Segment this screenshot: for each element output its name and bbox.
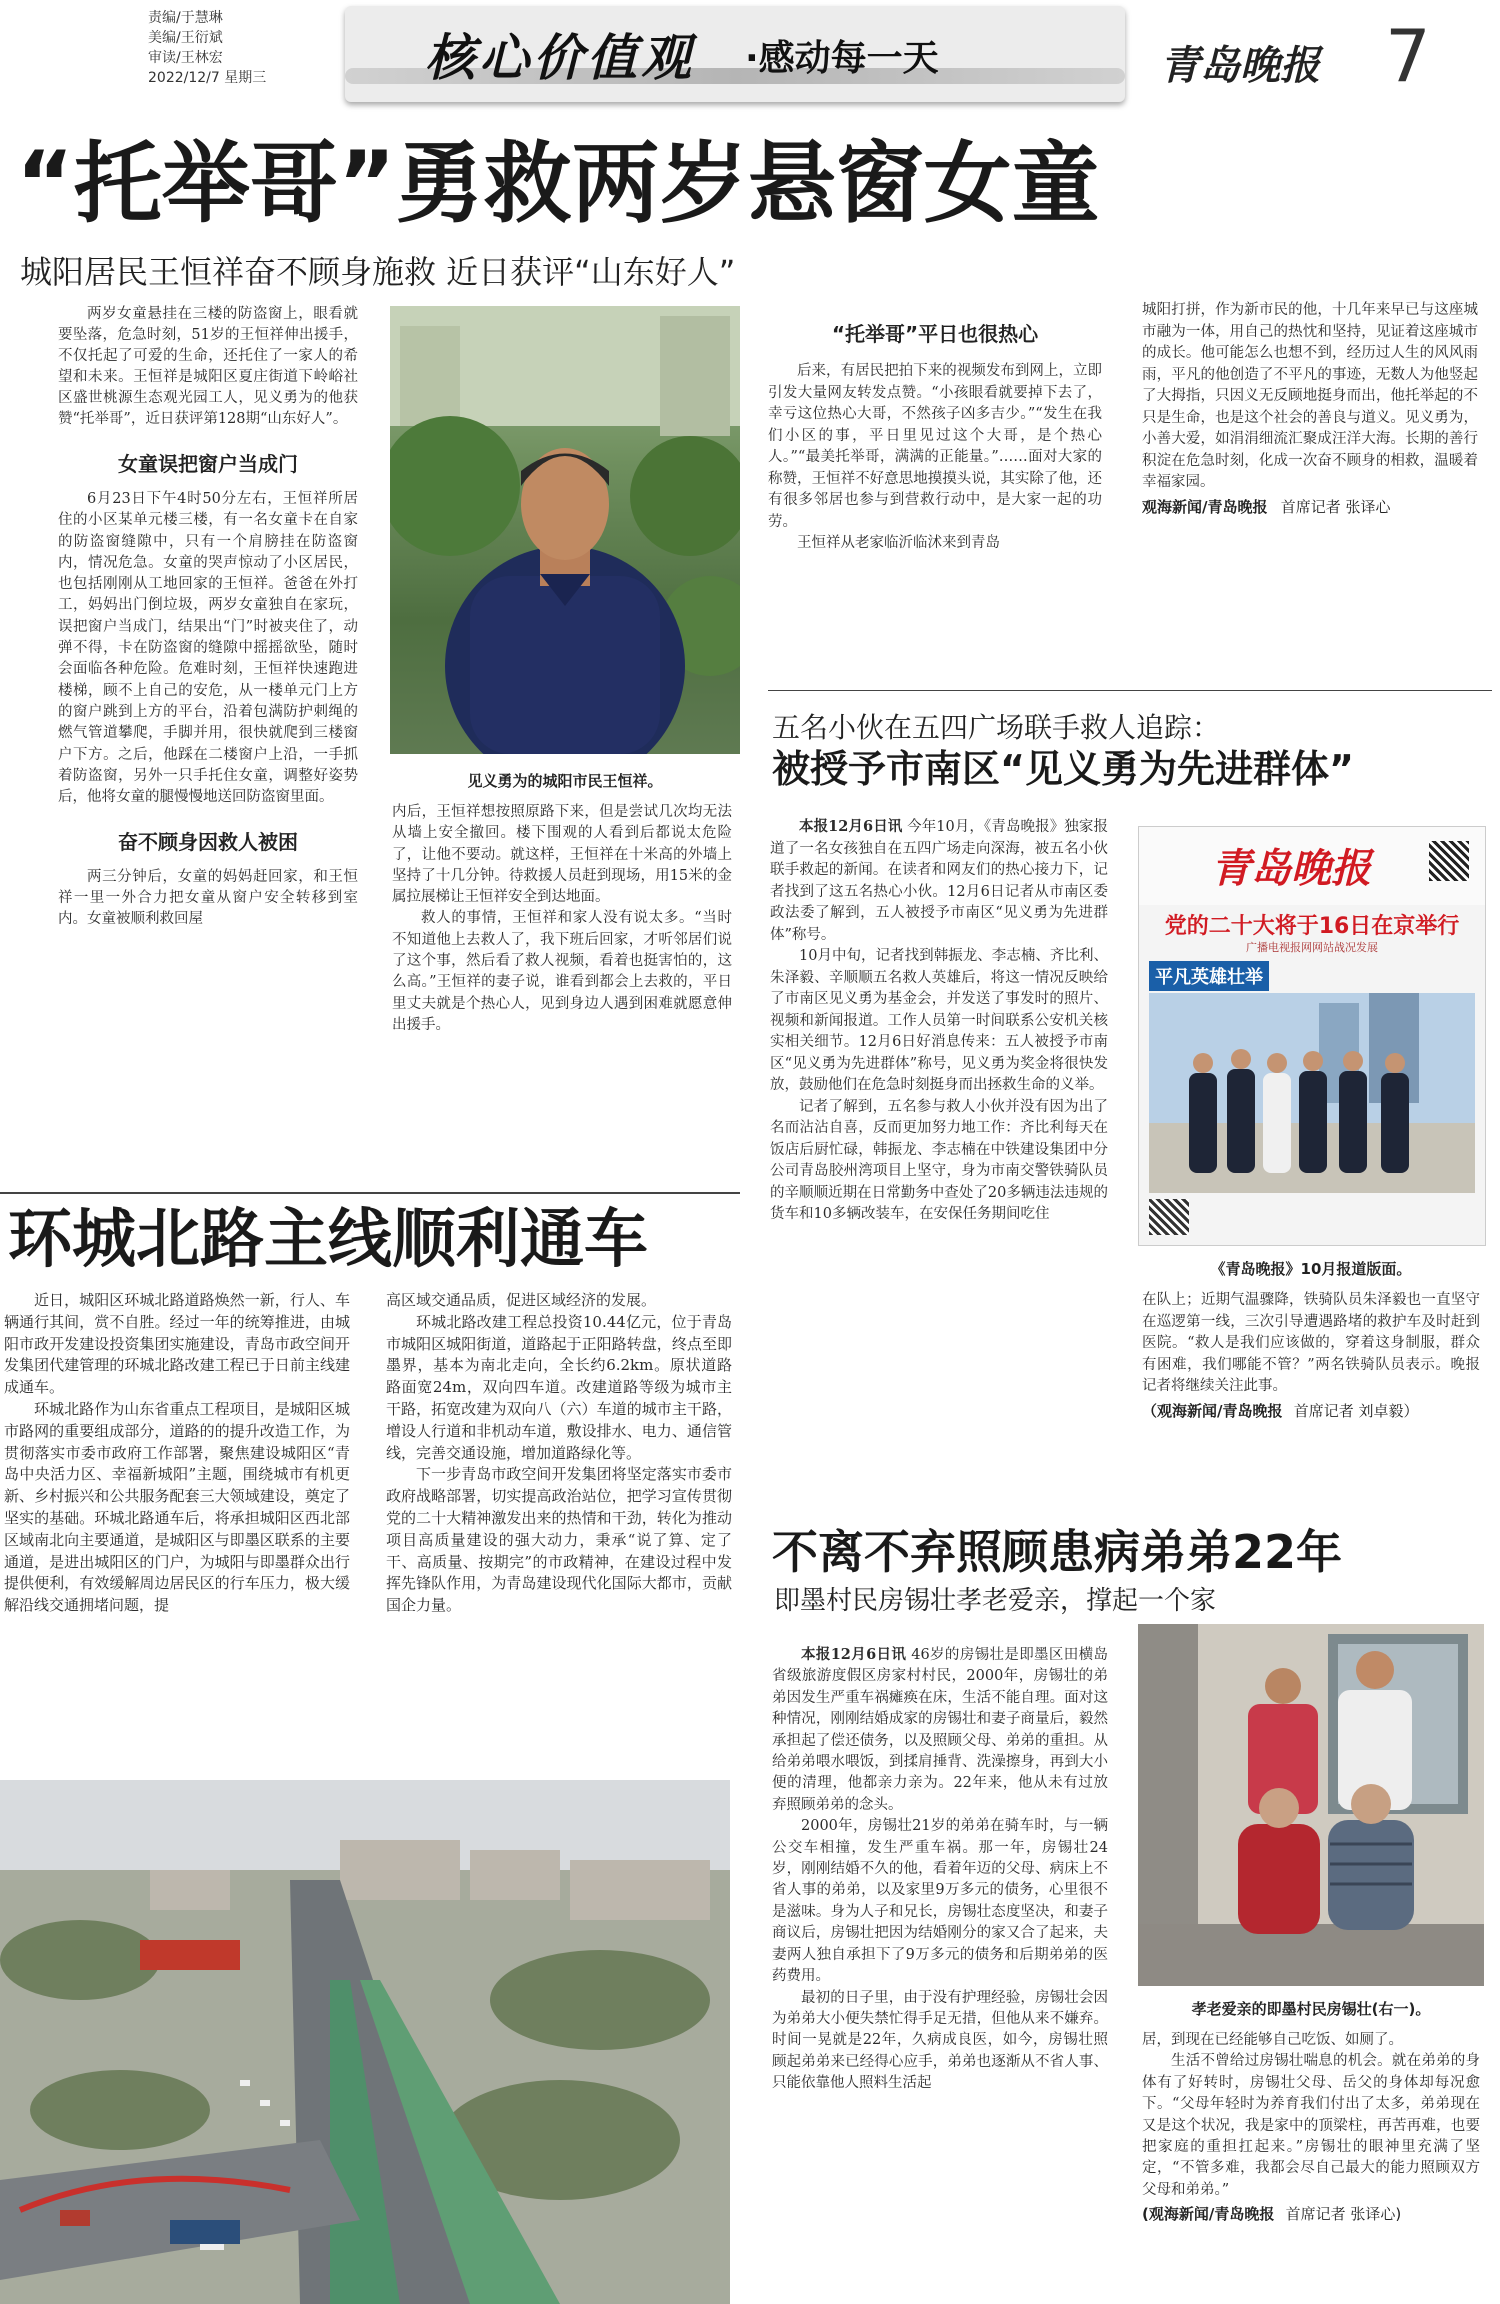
article2-byline-source: （观海新闻/青岛晚报	[1142, 1401, 1283, 1420]
banner-title: 核心价值观	[425, 28, 695, 87]
article1-subhead: 城阳居民王恒祥奋不顾身施救 近日获评“山东好人”	[20, 253, 736, 291]
article4-lead-text: 46岁的房锡壮是即墨区田横岛省级旅游度假区房家村村民，2000年，房锡壮的弟弟因发生严重车祸瘫痪在床，生活不能自理。面对这种情况，刚刚结婚成家的房锡壮和妻子商量后，毅然承担起了偿还债务，以及照顾父母、弟弟的重担。从给弟弟喂水喂饭，到揉肩捶背、洗澡擦身，再到大小便的清理，他都亲力亲为。22年来，他从未有过放弃照顾弟弟的念头。	[772, 1647, 1108, 1813]
article2-headline: 被授予市南区“见义勇为先进群体”	[772, 747, 1354, 791]
section2-text-a: 两三分钟后，女童的妈妈赶回家，和王恒祥一里一外合力把女童从窗户安全转移到室内。女童被顺利救回屋	[58, 869, 358, 928]
page-number: 7	[1385, 14, 1431, 98]
article1-col2	[392, 802, 732, 1036]
article2-text-c: 记者了解到，五名参与救人小伙并没有因为出了名而沾沾自喜，反而更加努力地工作：齐比利每天在饭店后厨忙碌，韩振龙、李志楠在中铁建设集团中分公司青岛胶州湾项目上坚守，身为市南交警铁骑队员的辛顺顺近期在日常勤务中查处了20多辆违法违规的货车和10多辆改装车，在安保任务期间吃住	[770, 1098, 1108, 1222]
article1-col3	[768, 318, 1102, 555]
article4-headline: 不离不弃照顾患病弟弟22年	[772, 1525, 1343, 1579]
section3-text-a: 后来，有居民把拍下来的视频发布到网上，立即引发大量网友转发点赞。“小孩眼看就要掉下去了，幸亏这位热心大哥，不然孩子凶多吉少。”“发生在我们小区的事，平日里见过这个大哥，是个热心人。”“最美托举哥，满满的正能量。”……面对大家的称赞，王恒祥不好意思地摸摸头说，其实除了他，还有很多邻居也参与到营救行动中，是大家一起的功劳。	[768, 363, 1102, 530]
newspaper-clipping	[1138, 826, 1486, 1246]
family-photo	[1138, 1624, 1484, 1986]
article4-byline-reporter: 首席记者 张译心)	[1285, 2205, 1402, 2224]
clip-group-photo	[1149, 993, 1475, 1193]
wang-photo-caption: 见义勇为的城阳市民王恒祥。	[467, 772, 663, 790]
article2-top-rule	[768, 690, 1492, 691]
article2-text-b: 10月中旬，记者找到韩振龙、李志楠、齐比利、朱泽毅、辛顺顺五名救人英雄后，将这一情况反映给了市南区见义勇为基金会，并发送了事发时的照片、视频和新闻报道。工作人员第一时间联系公安机关核实相关细节。12月6日好消息传来：五人被授予市南区“见义勇为先进群体”称号，见义勇为奖金将很快发放，鼓励他们在危急时刻挺身而出拯救生命的义举。	[770, 948, 1108, 1093]
section3-text-b: 王恒祥从老家临沂临沭来到青岛	[797, 535, 1000, 551]
article4-col2	[1142, 2030, 1480, 2224]
clip-paper-name: 青岛晚报	[1211, 845, 1371, 892]
clip-story-title: 平凡英雄壮举	[1149, 961, 1269, 991]
article1-byline-source: 观海新闻/青岛晚报	[1142, 497, 1268, 516]
family-photo-caption: 孝老爱亲的即墨村民房锡壮(右一)。	[1191, 2000, 1431, 2018]
page-header	[0, 0, 1500, 112]
article2-text-d: 在队上；近期气温骤降，铁骑队员朱泽毅也一直坚守在巡逻第一线，三次引导遭遇路堵的救护车及时赶到医院。“救人是我们应该做的，穿着这身制服，群众有困难，我们哪能不管？”两名铁骑队员表示。晚报记者将继续关注此事。	[1142, 1292, 1480, 1394]
clip-sub: 广播电视报网网站战况发展	[1246, 941, 1378, 954]
paper-name: 青岛晚报	[1160, 42, 1320, 89]
section2-text-c: 救人的事情，王恒祥和家人没有说太多。“当时不知道他上去救人了，我下班后回家，才听邻居们说了这个事，然后看了救人视频，看着也挺害怕的，这么高。”王恒祥的妻子说，谁看到都会上去救的，平日里丈夫就是个热心人，见到身边人遇到困难就愿意伸出援手。	[392, 910, 732, 1033]
article3-headline: 环城北路主线顺利通车	[8, 1203, 648, 1277]
article2-lead-text: 今年10月，《青岛晚报》独家报道了一名女孩独自在五四广场走向深海，被五名小伙联手救起的新闻。在读者和网友们的热心接力下，记者找到了这五名热心小伙。12月6日记者从市南区委政法委了解到，五人被授予市南区“见义勇为先进群体”称号。	[770, 819, 1108, 943]
clip-bottom-block	[1149, 1199, 1189, 1235]
section2-title: 奋不顾身因救人被困	[118, 830, 298, 855]
article2-byline	[1142, 1400, 1480, 1421]
article1-byline	[1142, 496, 1478, 517]
clip-qr-icon	[1429, 841, 1469, 881]
editor-credit: 责编/于慧琳	[148, 10, 223, 26]
clip-masthead	[1139, 827, 1485, 905]
section2-text-b: 内后，王恒祥想按照原路下来，但是尝试几次均无法从墙上安全撤回。楼下围观的人看到后都说太危险了，让他不要动。就这样，王恒祥在十米高的外墙上坚持了十几分钟。待救援人员赶到现场，用15米的金属拉展梯让王恒祥安全到达地面。	[392, 804, 732, 906]
clip-caption: 《青岛晚报》10月报道版面。	[1210, 1260, 1412, 1278]
portrait-illustration	[390, 306, 740, 754]
section3-title: “托举哥”平日也很热心	[831, 322, 1039, 346]
wang-hengxiang-photo	[390, 306, 740, 754]
article3-top-rule	[0, 1192, 740, 1194]
article4-byline-source: (观海新闻/青岛晚报	[1142, 2205, 1275, 2224]
article4-subhead: 即墨村民房锡壮孝老爱亲，撑起一个家	[774, 1586, 1217, 1616]
article3-text-d: 环城北路改建工程总投资10.44亿元，位于青岛市城阳区城阳街道，道路起于正阳路转盘，终点至即墨界，基本为南北走向，全长约6.2km。原状道路路面宽24m，双向四车道。改建道路等级为城市主干路，拓宽改建为双向八（六）车道的城市主干路，增设人行道和非机动车道，敷设排水、电力、通信管线，完善交通设施，增加道路绿化等。	[386, 1312, 732, 1462]
article2-col2	[1142, 1290, 1480, 1421]
article1-lead: 两岁女童悬挂在三楼的防盗窗上，眼看就要坠落，危急时刻，51岁的王恒祥伸出援手，不仅托起了可爱的生命，还托住了一家人的希望和未来。王恒祥是城阳区夏庄街道下岭峪社区盛世桃源生态观光园工人，见义勇为的他获赞“托举哥”，近日获评第128期“山东好人”。	[58, 306, 358, 427]
article4-text-b: 2000年，房锡壮21岁的弟弟在骑车时，与一辆公交车相撞，发生严重车祸。那一年，房锡壮24岁，刚刚结婚不久的他，看着年迈的父母、病床上不省人事的弟弟，以及家里9万多元的债务，心里很不是滋味。身为人子和兄长，房锡壮态度坚决，和妻子商议后，房锡壮把因为结婚刚分的家又合了起来，夫妻两人独自承担下了9万多元的债务和后期弟弟的医药费用。	[772, 1818, 1108, 1985]
clip-headline: 党的二十大将于16日在京举行	[1164, 914, 1460, 939]
article4-byline	[1142, 2203, 1480, 2224]
article3-text-b: 环城北路作为山东省重点工程项目，是城阳区城市路网的重要组成部分，道路的的提升改造工作，为贯彻落实市委市政府工作部署，聚焦建设城阳区“青岛中央活力区、幸福新城阳”主题，围绕城市有机更新、乡村振兴和公共服务配套三大领域建设，奠定了坚实的基础。环城北路通车后，将承担城阳区西北部区域南北向主要通道，是城阳区与即墨区联系的主要通道，是进出城阳区的门户，为城阳与即墨群众出行提供便利，有效缓解周边居民区的行车压力，极大缓解沿线交通拥堵问题，提	[4, 1399, 350, 1615]
article1-col4	[1142, 300, 1478, 517]
article4-text-c: 最初的日子里，由于没有护理经验，房锡壮会因为弟弟大小便失禁忙得手足无措，但他从来不嫌弃。时间一晃就是22年，久病成良医，如今，房锡壮照顾起弟弟来已经得心应手，弟弟也逐渐从不省人事、只能依靠他人照料生活起	[772, 1989, 1108, 2092]
article3-text-a: 近日，城阳区环城北路道路焕然一新，行人、车辆通行其间，赏不自胜。经过一年的统筹推进，由城阳市政开发建设投资集团实施建设，青岛市政空间开发集团代建管理的环城北路改建工程已于日前主线建成通车。	[4, 1291, 350, 1397]
section1-title: 女童误把窗户当成门	[118, 452, 298, 476]
article1-byline-reporter: 首席记者 张译心	[1280, 497, 1391, 516]
article3-text-c: 高区域交通品质，促进区域经济的发展。	[386, 1291, 657, 1309]
article2-lead-label: 本报12月6日讯	[799, 818, 903, 835]
proofreader-credit: 审读/王林宏	[148, 50, 223, 66]
road-illustration	[0, 1780, 730, 2304]
article4-text-e: 生活不曾给过房锡壮喘息的机会。就在弟弟的身体有了好转时，房锡壮父母、岳父的身体却每况愈下。“父母年轻时为养育我们付出了太多，弟弟现在又是这个状况，我是家中的顶梁柱，再苦再难，也要把家庭的重担扛起来。”房锡壮的眼神里充满了坚定，“不管多难，我都会尽自己最大的能力照顾双方父母和弟弟。”	[1142, 2053, 1480, 2198]
article1-headline: “托举哥”勇救两岁悬窗女童	[16, 132, 1100, 235]
article4-col1	[772, 1644, 1108, 2095]
section3-text-c: 城阳打拼，作为新市民的他，十几年来早已与这座城市融为一体，用自己的热忱和坚持，见证着这座城市的成长。他可能怎么也想不到，经历过人生的风风雨雨，平凡的他创造了不平凡的事迹，无数人为他竖起了大拇指，只因义无反顾地挺身而出，他托举起的不只是生命，也是这个社会的善良与道义。见义勇为，小善大爱，如涓涓细流汇聚成汪洋大海。长期的善行积淀在危急时刻，化成一次奋不顾身的相救，温暖着幸福家园。	[1142, 302, 1478, 490]
road-aerial-photo	[0, 1780, 730, 2304]
column-banner	[345, 6, 1125, 102]
article1-col1	[58, 304, 358, 930]
article2-text-a	[770, 816, 1108, 946]
article3-text-e: 下一步青岛市政空间开发集团将坚定落实市委市政府战略部署，切实提高政治站位，把学习宣传贯彻党的二十大精神激发出来的热情和干劲，转化为推动项目高质量建设的强大动力，秉承“说了算、定了干、高质量、按期完”的市政精神，在建设过程中发挥先锋队作用，为青岛建设现代化国际大都市，贡献国企力量。	[386, 1465, 732, 1615]
article4-text-d: 居，到现在已经能够自己吃饭、如厕了。	[1142, 2032, 1403, 2048]
article2-col1	[770, 816, 1108, 1226]
family-illustration	[1138, 1624, 1484, 1986]
article4-lead-label: 本报12月6日讯	[801, 1646, 907, 1663]
banner-subtitle: ·感动每一天	[745, 38, 939, 79]
article2-kicker: 五名小伙在五四广场联手救人追踪：	[772, 711, 1221, 744]
article3-col1	[4, 1290, 350, 1617]
article2-byline-reporter: 首席记者 刘卓毅）	[1293, 1401, 1419, 1420]
designer-credit: 美编/王衍斌	[148, 30, 223, 46]
editor-credits	[148, 8, 338, 88]
section1-text: 6月23日下午4时50分左右，王恒祥所居住的小区某单元楼三楼，有一名女童卡在自家的防盗窗缝隙中，只有一个肩膀挂在防盗窗内，情况危急。女童的哭声惊动了小区居民，也包括刚刚从工地回家的王恒祥。爸爸在外打工，妈妈出门倒垃圾，两岁女童独自在家玩，误把窗户当成门，结果出“门”时被夹住了，动弹不得，卡在防盗窗的缝隙中摇摇欲坠，随时会面临各种危险。危难时刻，王恒祥快速跑进楼梯，顾不上自己的安危，从一楼单元门上方的窗户跳到上方的平台，沿着包满防护刺绳的燃气管道攀爬，手脚并用，很快就爬到三楼窗户下方。之后，他踩在二楼窗户上沿，一手抓着防盗窗，另外一只手托住女童，调整好姿势后，他将女童的腿慢慢地送回防盗窗里面。	[58, 491, 358, 806]
article3-col2	[386, 1290, 732, 1617]
issue-date: 2022/12/7 星期三	[148, 70, 267, 86]
article4-text-a	[772, 1644, 1108, 1816]
